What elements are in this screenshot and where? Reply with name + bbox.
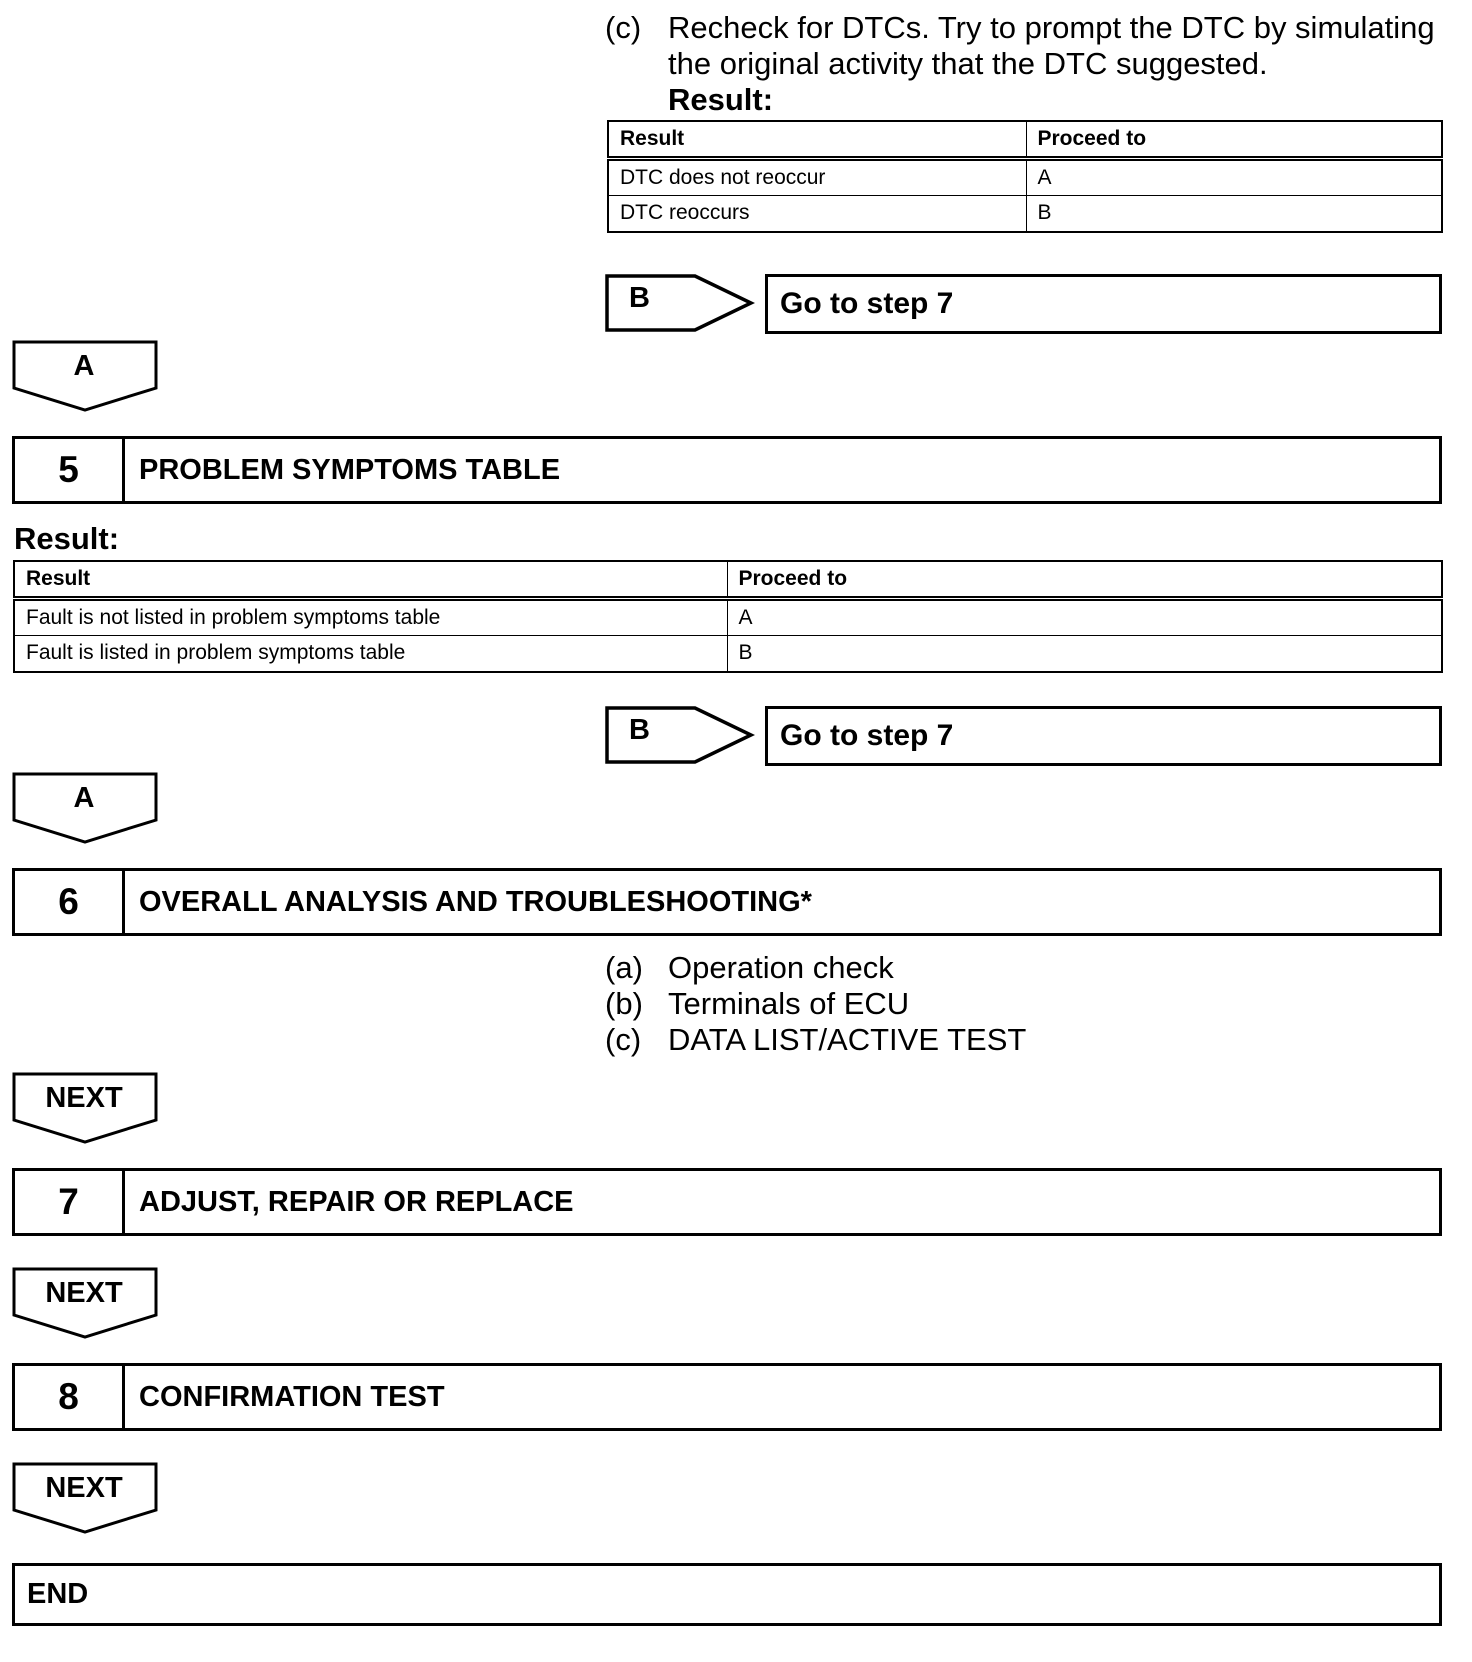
- step-number: 5: [15, 439, 125, 501]
- proceed-cell: A: [727, 598, 1442, 635]
- table-row: [14, 635, 1442, 672]
- step-title: OVERALL ANALYSIS AND TROUBLESHOOTING*: [139, 885, 812, 918]
- step4-result-table: [607, 120, 1443, 233]
- table-row: [608, 195, 1442, 232]
- result-cell: DTC does not reoccur: [608, 158, 1026, 195]
- branch-a-arrow[interactable]: [12, 772, 158, 844]
- branch-arrow-icon: [605, 706, 755, 764]
- column-header-result: Result: [608, 121, 1026, 158]
- branch-arrow-icon: [605, 274, 755, 332]
- instruction-line-1: Recheck for DTCs. Try to prompt the DTC by simulating: [668, 10, 1435, 45]
- step-number: 6: [15, 871, 125, 933]
- goto-step-7-box[interactable]: Go to step 7: [765, 706, 1442, 766]
- arrow-label: A: [73, 782, 95, 814]
- table-header-row: [608, 121, 1442, 158]
- step-title: CONFIRMATION TEST: [139, 1380, 445, 1413]
- item-label: (b): [605, 986, 643, 1021]
- branch-a-arrow[interactable]: [12, 340, 158, 412]
- column-header-proceed-to: Proceed to: [727, 561, 1442, 598]
- instruction-label: (c): [605, 10, 642, 45]
- table-header-row: [14, 561, 1442, 598]
- step5-result-table: [13, 560, 1443, 673]
- branch-b-flag[interactable]: [605, 274, 755, 332]
- next-arrow[interactable]: [12, 1267, 158, 1339]
- branch-b-flag[interactable]: [605, 706, 755, 764]
- arrow-label: A: [73, 350, 95, 382]
- result-cell: Fault is listed in problem symptoms table: [14, 635, 727, 672]
- result-heading: Result:: [14, 521, 120, 556]
- branch-label: B: [629, 714, 650, 746]
- step-number: 7: [15, 1171, 125, 1233]
- step-6-header: [12, 868, 1442, 936]
- goto-step-7-box[interactable]: Go to step 7: [765, 274, 1442, 334]
- proceed-cell: B: [727, 635, 1442, 672]
- step-number: 8: [15, 1366, 125, 1428]
- step-title: PROBLEM SYMPTOMS TABLE: [139, 453, 561, 486]
- step-8-header: [12, 1363, 1442, 1431]
- proceed-cell: B: [1026, 195, 1442, 232]
- item-label: (a): [605, 950, 643, 985]
- arrow-label: NEXT: [45, 1472, 123, 1504]
- column-header-proceed-to: Proceed to: [1026, 121, 1442, 158]
- step4-instruction: [605, 10, 1465, 120]
- result-cell: Fault is not listed in problem symptoms table: [14, 598, 727, 635]
- proceed-cell: A: [1026, 158, 1442, 195]
- step-title: ADJUST, REPAIR OR REPLACE: [139, 1185, 574, 1218]
- result-cell: DTC reoccurs: [608, 195, 1026, 232]
- branch-label: B: [629, 282, 650, 314]
- step6-items: [605, 950, 1305, 1060]
- step-7-header: [12, 1168, 1442, 1236]
- end-box: END: [12, 1563, 1442, 1626]
- result-heading: Result:: [668, 82, 774, 117]
- item-text: DATA LIST/ACTIVE TEST: [668, 1022, 1027, 1057]
- table-row: [14, 598, 1442, 635]
- next-arrow[interactable]: [12, 1462, 158, 1534]
- column-header-result: Result: [14, 561, 727, 598]
- table-row: [608, 158, 1442, 195]
- step-5-header: [12, 436, 1442, 504]
- arrow-label: NEXT: [45, 1082, 123, 1114]
- item-text: Terminals of ECU: [668, 986, 910, 1021]
- item-label: (c): [605, 1022, 642, 1057]
- arrow-label: NEXT: [45, 1277, 123, 1309]
- next-arrow[interactable]: [12, 1072, 158, 1144]
- instruction-line-2: the original activity that the DTC suggested.: [668, 46, 1268, 81]
- item-text: Operation check: [668, 950, 894, 985]
